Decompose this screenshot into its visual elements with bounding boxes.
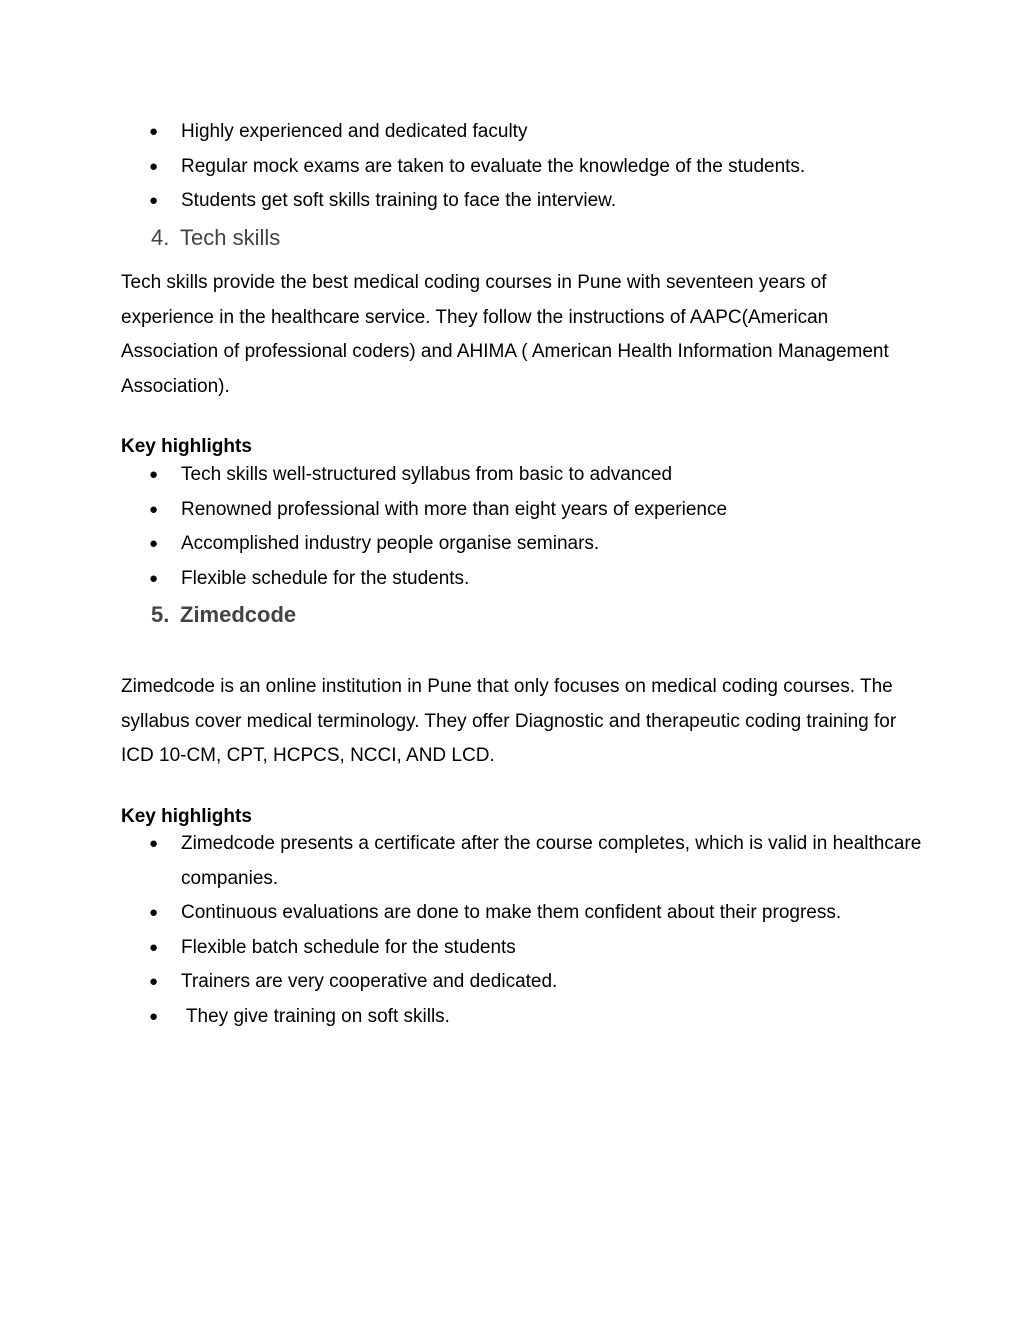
bullet-icon: ● <box>149 500 159 518</box>
section-heading-zimedcode: 5. Zimedcode <box>151 602 297 627</box>
list-item: ● Zimedcode presents a certificate after the course completes, which is valid in healthcare companies. <box>121 827 941 896</box>
list-item: ● Tech skills well-structured syllabus from basic to advanced <box>121 458 941 493</box>
section-heading-tech-skills: 4. Tech skills <box>151 225 281 250</box>
section-paragraph: Zimedcode is an online institution in Pune that only focuses on medical coding courses. The syllabus cover medical terminology. They offer Diagnostic and therapeutic coding training for ICD 10-CM, CPT, HCPCS, NCCI, AND LCD. <box>121 676 897 767</box>
highlights-list <box>0 458 941 596</box>
list-item: ● Trainers are very cooperative and dedicated. <box>121 965 941 1000</box>
list-item: ● Continuous evaluations are done to make them confident about their progress. <box>121 896 941 931</box>
key-highlights-title: Key highlights <box>121 436 252 457</box>
bullet-icon: ● <box>149 938 159 956</box>
bullet-icon: ● <box>149 569 159 587</box>
bullet-icon: ● <box>149 466 159 483</box>
bullet-icon: ● <box>149 835 159 852</box>
list-item: ● Accomplished industry people organise seminars. <box>121 527 941 562</box>
list-item: ● Regular mock exams are taken to evaluate the knowledge of the students. <box>121 150 941 185</box>
bullet-icon: ● <box>149 192 159 210</box>
list-item: ● Flexible batch schedule for the students <box>121 931 941 966</box>
list-item: ● Students get soft skills training to face the interview. <box>121 184 941 219</box>
list-item: ● Highly experienced and dedicated faculty <box>121 115 941 150</box>
key-highlights-title: Key highlights <box>121 806 252 827</box>
list-item: ● Flexible schedule for the students. <box>121 562 941 597</box>
bullet-icon: ● <box>149 1007 159 1025</box>
highlights-list <box>0 827 941 1035</box>
bullet-icon: ● <box>149 535 159 553</box>
list-item: ● They give training on soft skills. <box>121 1000 941 1035</box>
bullet-icon: ● <box>149 973 159 991</box>
list-item: ● Renowned professional with more than eight years of experience <box>121 493 941 528</box>
bullet-icon: ● <box>149 123 159 140</box>
top-bullet-list <box>0 115 941 219</box>
section-paragraph: Tech skills provide the best medical coding courses in Pune with seventeen years of experience in the healthcare service. They follow the instructions of AAPC(American Association of professional coders) and AHIMA ( American Health Information Management Association). <box>121 272 889 397</box>
bullet-icon: ● <box>149 157 159 175</box>
bullet-icon: ● <box>149 904 159 922</box>
